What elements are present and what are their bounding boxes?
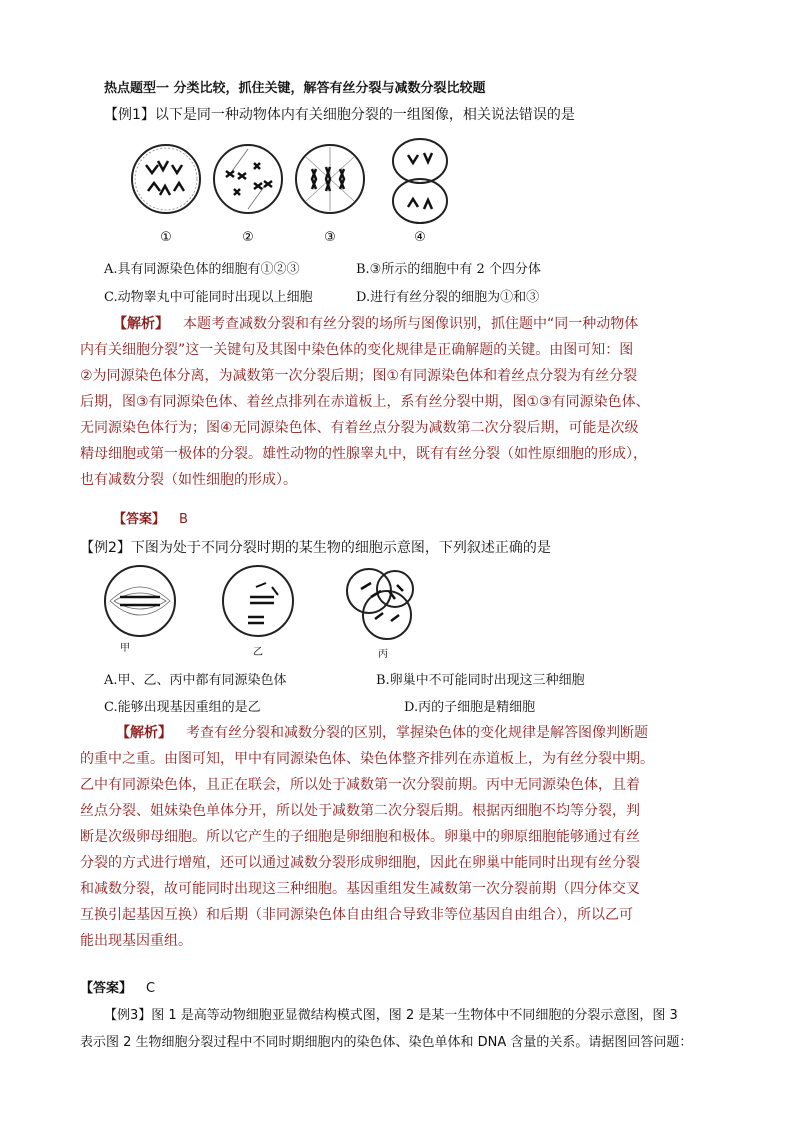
ex2-analysis: 【解析】 考查有丝分裂和减数分裂的区别，掌握染色体的变化规律是解答图像判断题 的重中之重。由图可知，甲中有同源染色体、染色体整齐排列在赤道板上，为有丝分裂中期。 乙中有同源染色体，且正在联会，所以处于减数第一次分裂前期。丙中无同源染色体，且着 丝点分裂、姐妹染色单体分开，所以处于减数第二次分裂后期。根据丙细胞不均等分裂，判 断是次级卵母细胞。所以它产生的子细胞是卵细胞和极体。卵巢中的卵原细胞能够通过有丝 分裂的方式进行增殖，还可以通过减数分裂形成卵细胞，因此在卵巢中能同时出现有丝分裂 和减数分裂，故可能同时出现这三种细胞。基因重组发生减数第一次分裂前期（四分体交叉 互换引起基因互换）和后期（非同源染色体自由组合导致非等位基因自由组合），所以乙可 能出现基因重组。 [80,725,654,949]
ex2-answer-tag: 【答案】 [80,981,133,996]
ex2-figure-label-yi: 乙 [253,647,263,658]
cell-bing [347,569,413,639]
ex3-line-1: 【例3】图 1 是高等动物细胞亚显微结构模式图，图 2 是某一生物体中不同细胞的分裂示意图，图 3 [104,1008,678,1023]
ex1-option-a: A.具有同源染色体的细胞有①②③ [104,262,300,277]
ex2-option-b: B.卵巢中不可能同时出现这三种细胞 [376,673,585,688]
cell-diagram-2 [214,145,282,213]
ex2-analysis-tag: 【解析】 [116,725,172,741]
section-heading: 热点题型一 分类比较，抓住关键，解答有丝分裂与减数分裂比较题 [104,81,486,96]
cell-diagram-4 [393,139,447,223]
ex2-figure-label-bing: 丙 [378,649,388,660]
ex1-figure-label-2: ② [242,230,254,245]
ex1-figure-label-1: ① [160,230,172,245]
ex2-question: 【例2】下图为处于不同分裂时期的某生物的细胞示意图，下列叙述正确的是 [80,540,551,556]
ex1-figure [130,136,470,251]
ex1-figure-label-4: ④ [414,230,426,245]
ex2-figure-label-jia: 甲 [120,643,130,654]
ex1-answer [113,508,188,527]
cell-jia [105,566,175,636]
cell-diagram-1 [132,145,200,213]
ex2-option-d: D.丙的子细胞是精细胞 [404,700,536,715]
ex2-answer-value: C [146,981,156,996]
ex2-option-a: A.甲、乙、丙中都有同源染色体 [104,673,287,688]
ex2-answer [80,977,155,996]
ex2-option-c: C.能够出现基因重组的是乙 [104,700,261,715]
ex3-line-2: 表示图 2 生物细胞分裂过程中不同时期细胞内的染色体、染色单体和 DNA 含量的关系。请据图回答问题： [80,1035,693,1050]
ex1-option-d: D.进行有丝分裂的细胞为①和③ [356,290,540,305]
ex2-figure [100,565,430,660]
cell-diagram-3 [296,145,364,213]
cell-yi [223,566,293,636]
ex1-figure-label-3: ③ [324,230,336,245]
ex1-option-c: C.动物睾丸中可能同时出现以上细胞 [104,290,313,305]
ex1-option-b: B.③所示的细胞中有 2 个四分体 [356,262,541,277]
ex1-analysis-tag: 【解析】 [113,316,169,332]
ex1-question: 【例1】以下是同一种动物体内有关细胞分裂的一组图像，相关说法错误的是 [104,107,575,123]
ex1-answer-value: B [179,512,188,527]
ex1-analysis: 【解析】 本题考查减数分裂和有丝分裂的场所与图像识别，抓住题中“同一种动物体 内有关细胞分裂”这一关键句及其图中染色体的变化规律是正确解题的关键。由图可知：图 ②为同源染色体分离，为减数第一次分裂后期；图①有同源染色体和着丝点分裂为有丝分裂 后期，图③有同源染色体、着丝点排列在赤道板上，系有丝分裂中期，图①③有同源染色体、 无同源染色体行为；图④无同源染色体、有着丝点分裂为减数第二次分裂后期，可能是次级 精母细胞或第一极体的分裂。雄性动物的性腺睾丸中，既有有丝分裂（如性原细胞的形成）， 也有减数分裂（如性细胞的形成）。 [80,316,650,488]
ex1-answer-tag: 【答案】 [113,512,166,527]
